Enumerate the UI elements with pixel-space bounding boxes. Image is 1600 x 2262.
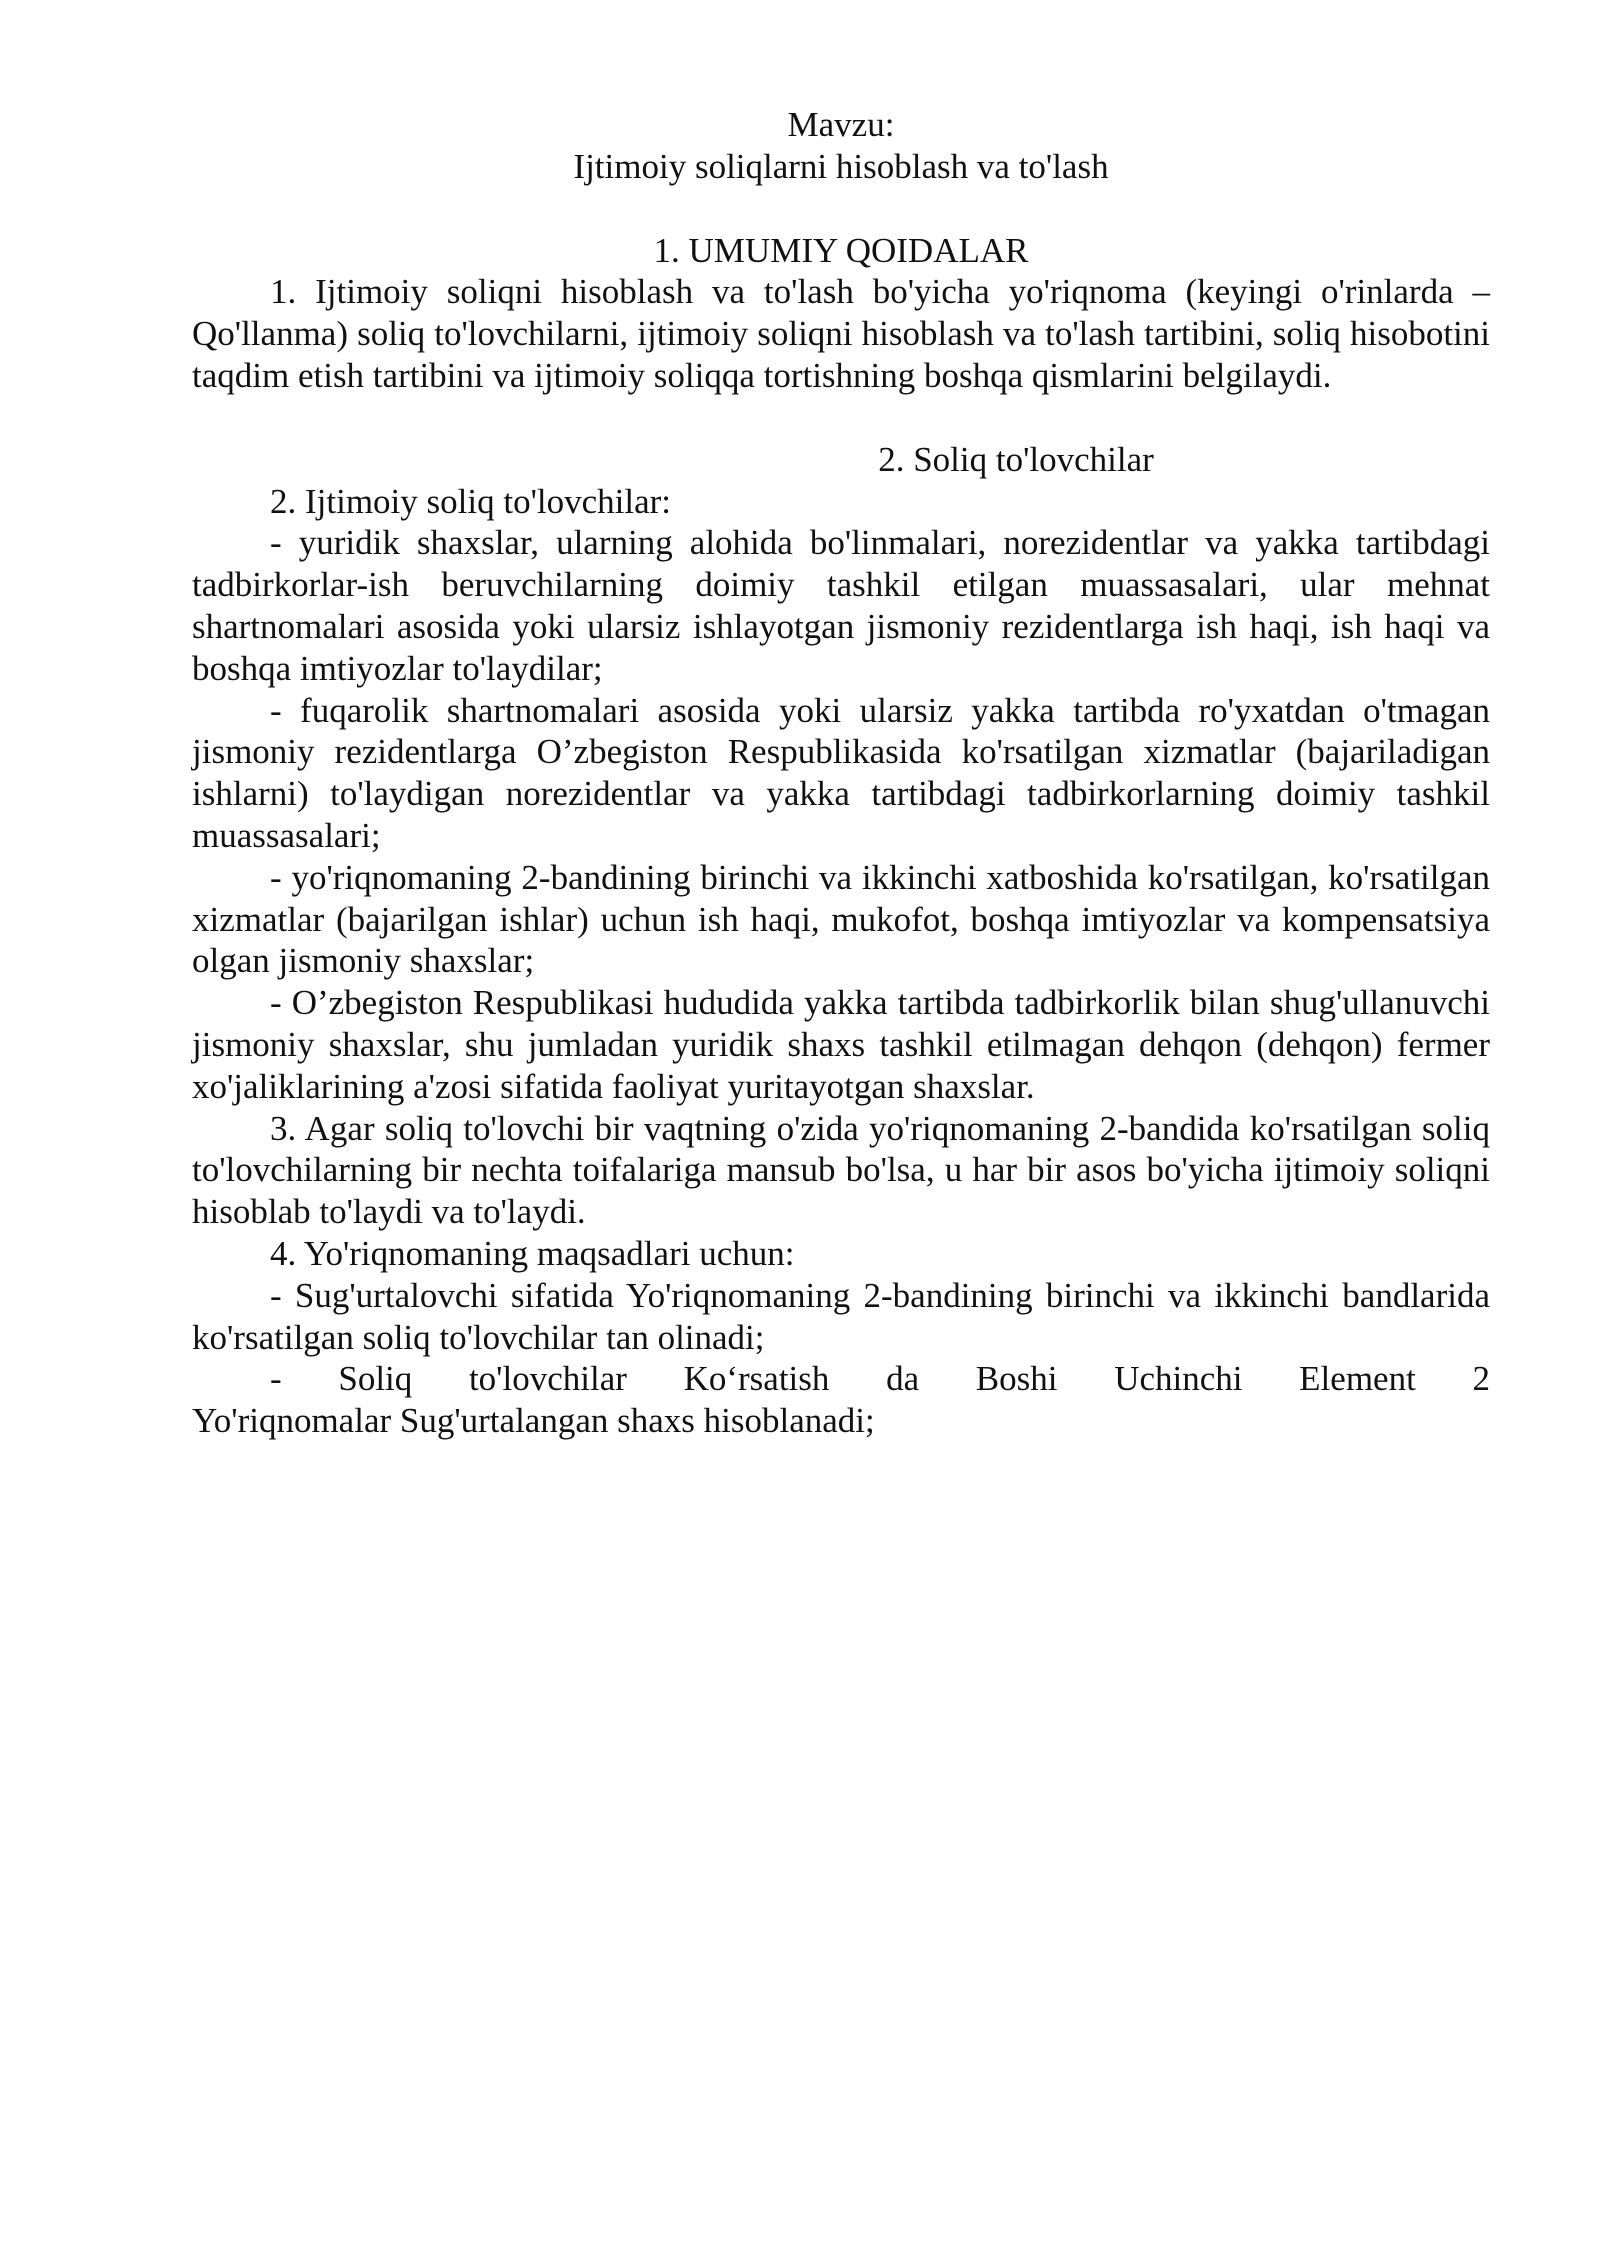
list-item-last-line1: - Soliq to'lovchilar Ko‘rsatish da Boshi Uchinchi Element 2 <box>270 1359 1490 1399</box>
topic-label: Mavzu: <box>787 105 895 144</box>
list-item-last-line2: Yo'riqnomalar Sug'urtalangan shaxs hisoblanadi; <box>192 1401 875 1441</box>
list-item: - O’zbegiston Respublikasi hududida yakka tartibda tadbirkorlik bilan shug'ullanuvchi jismoniy shaxslar, shu jumladan yuridik shaxs tashkil etilmagan dehqon (dehqon) fermer xo'jaliklarining a'zosi sifatida faoliyat yuritayotgan shaxslar. <box>192 983 1490 1106</box>
document-title: Ijtimoiy soliqlarni hisoblash va to'lash <box>573 146 1109 186</box>
section-heading-taxpayers: 2. Soliq to'lovchilar <box>878 439 1154 479</box>
list-item: - fuqarolik shartnomalari asosida yoki ularsiz yakka tartibda ro'yxatdan o'tmagan jismoniy rezidentlarga O’zbegiston Respublikasida ko'rsatilgan xizmatlar (bajariladigan ishlarni) to'laydigan norezidentlar va yakka tartibdagi tadbirkorlarning doimiy tashkil muassasalari; <box>192 690 1490 855</box>
paragraph-2: 2. Ijtimoiy soliq to'lovchilar: <box>270 481 671 521</box>
paragraph-3: 3. Agar soliq to'lovchi bir vaqtning o'zida yo'riqnomaning 2-bandida ko'rsatilgan soliq to'lovchilarning bir nechta toifalariga mansub bo'lsa, u har bir asos bo'yicha ijtimoiy soliqni hisoblab to'laydi va to'laydi. <box>192 1108 1490 1232</box>
document-page <box>192 104 1490 1442</box>
list-item: - yo'riqnomaning 2-bandining birinchi va ikkinchi xatboshida ko'rsatilgan, ko'rsatilgan xizmatlar (bajarilgan ishlar) uchun ish haqi, mukofot, boshqa imtiyozlar va kompensatsiya olgan jismoniy shaxslar; <box>192 857 1490 981</box>
paragraph-1: 1. Ijtimoiy soliqni hisoblash va to'lash bo'yicha yo'riqnoma (keyingi o'rinlarda – Qo'llanma) soliq to'lovchilarni, ijtimoiy soliqni hisoblash va to'lash tartibini, soliq hisobotini taqdim etish tartibini va ijtimoiy soliqqa tortishning boshqa qismlarini belgilaydi. <box>192 272 1490 395</box>
list-item: - Sug'urtalovchi sifatida Yo'riqnomaning 2-bandining birinchi va ikkinchi bandlarida ko'rsatilgan soliq to'lovchilar tan olinadi; <box>192 1275 1490 1357</box>
list-item: - yuridik shaxslar, ularning alohida bo'linmalari, norezidentlar va yakka tartibdagi tadbirkorlar-ish beruvchilarning doimiy tashkil etilgan muassasalari, ular mehnat shartnomalari asosida yoki ularsiz ishlayotgan jismoniy rezidentlarga ish haqi, ish haqi va boshqa imtiyozlar to'laydilar; <box>192 523 1490 688</box>
section-heading-general-rules: 1. UMUMIY QOIDALAR <box>653 230 1029 270</box>
paragraph-4: 4. Yo'riqnomaning maqsadlari uchun: <box>270 1233 795 1273</box>
